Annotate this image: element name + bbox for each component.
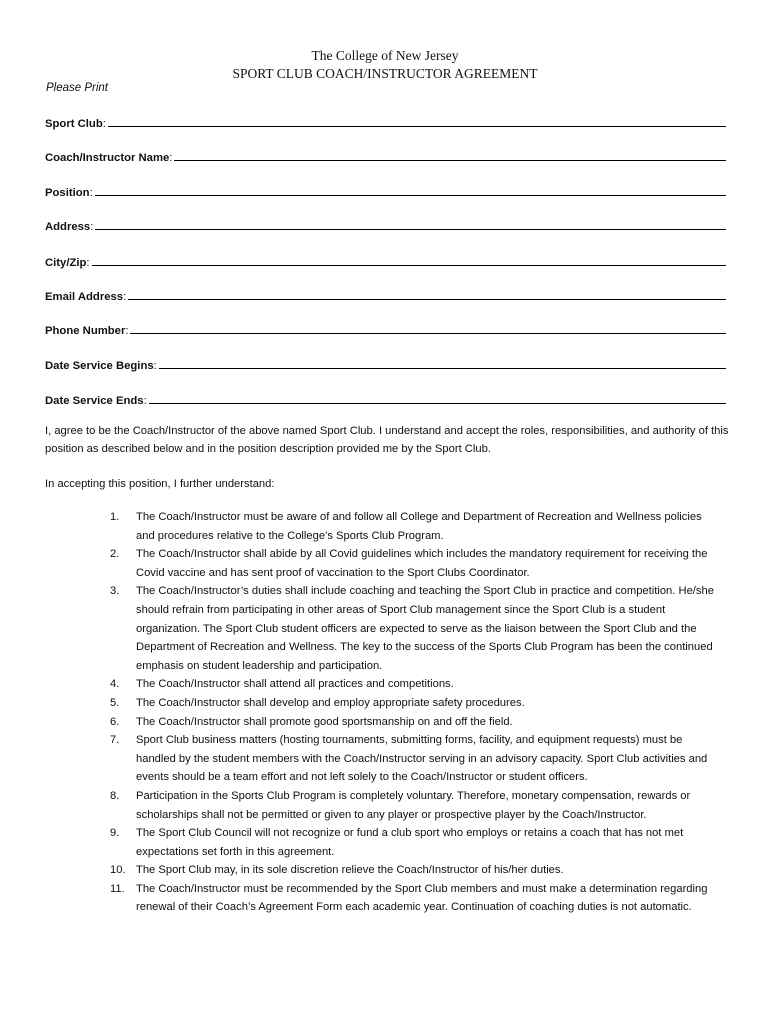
form-title: SPORT CLUB COACH/INSTRUCTOR AGREEMENT (232, 66, 538, 81)
conditions-intro: In accepting this position, I further understand: (45, 478, 275, 490)
date-service-ends-input-line[interactable] (149, 403, 726, 404)
item-text: The Coach/Instructor’s duties shall include coaching and teaching the Sport Club in practice and competition. He/she should refrain from participating in other areas of Sport Club management since the Sport Club is a student organization. The Sport Club student officers are expected to serve as the liaison between the Sport Club and the Department of Recreation and Wellness. The key to the success of the Sports Club Program has been the continued emphasis on student leadership and participation. (136, 585, 714, 672)
item-number: 5. (110, 696, 120, 709)
item-number: 2. (110, 548, 120, 561)
item-number: 8. (110, 789, 120, 802)
item-text: The Coach/Instructor shall promote good sportsmanship on and off the field. (136, 715, 513, 728)
field-label: City/Zip (45, 257, 87, 269)
field-label: Position (45, 187, 90, 199)
item-number: 7. (110, 734, 120, 747)
item-number: 6. (110, 715, 120, 728)
position-field[interactable]: Position : (45, 181, 726, 199)
item-number: 10. (110, 864, 126, 877)
item-text: The Coach/Instructor shall attend all practices and competitions. (136, 678, 454, 691)
email-address-field[interactable]: Email Address : (45, 285, 726, 303)
date-service-begins-field[interactable]: Date Service Begins : (45, 354, 726, 372)
sport-club-input-line[interactable] (108, 126, 726, 127)
conditions-list (0, 508, 770, 917)
field-label: Sport Club (45, 118, 103, 130)
field-label: Date Service Begins (45, 360, 154, 372)
item-text: The Coach/Instructor must be aware of and follow all College and Department of Recreation and Wellness policies and procedures relative to the College’s Sports Club Program. (136, 511, 702, 542)
list-item (0, 694, 720, 713)
email-address-input-line[interactable] (128, 299, 726, 300)
please-print-instruction: Please Print (46, 82, 109, 94)
city-zip-field[interactable]: City/Zip : (45, 251, 726, 269)
date-service-begins-input-line[interactable] (159, 368, 726, 369)
coach-name-input-line[interactable] (174, 160, 726, 161)
phone-number-input-line[interactable] (130, 333, 726, 334)
item-number: 4. (110, 678, 120, 691)
list-item (0, 713, 720, 732)
list-item (0, 545, 720, 582)
field-label: Phone Number (45, 325, 126, 337)
date-service-ends-field[interactable]: Date Service Ends : (45, 389, 726, 407)
list-item (0, 508, 720, 545)
list-item (0, 787, 720, 824)
item-text: The Coach/Instructor shall develop and employ appropriate safety procedures. (136, 696, 525, 709)
position-input-line[interactable] (95, 195, 726, 196)
address-field[interactable]: Address : (45, 215, 726, 233)
phone-number-field[interactable]: Phone Number : (45, 319, 726, 337)
field-label: Address (45, 221, 91, 233)
item-number: 11. (110, 882, 125, 895)
list-item (0, 675, 720, 694)
item-text: The Sport Club may, in its sole discretion relieve the Coach/Instructor of his/her duties. (136, 864, 564, 877)
item-text: The Coach/Instructor shall abide by all Covid guidelines which includes the mandatory requirement for receiving the Covid vaccine and has sent proof of vaccination to the Sport Clubs Coordinator. (136, 548, 708, 579)
list-item (0, 861, 720, 880)
list-item (0, 731, 720, 787)
list-item (0, 880, 720, 917)
field-label: Email Address (45, 291, 124, 303)
item-text: Sport Club business matters (hosting tournaments, submitting forms, facility, and equipment requests) must be handled by the student members with the Coach/Instructor serving in an advisory capacity. Sport Club activities and events should be a team effort and not left solely to the Coach/Instructor or student officers. (136, 734, 708, 784)
field-label: Date Service Ends (45, 395, 144, 407)
item-text: The Coach/Instructor must be recommended by the Sport Club members and must make a determination regarding renewal of their Coach’s Agreement Form each academic year. Continuation of coaching duties is not automatic. (136, 882, 708, 914)
sport-club-field[interactable]: Sport Club : (45, 112, 726, 130)
list-item (0, 582, 720, 675)
item-number: 1. (110, 511, 120, 523)
institution-name: The College of New Jersey (311, 48, 459, 63)
item-number: 9. (110, 827, 120, 840)
item-text: The Sport Club Council will not recognize or fund a club sport who employs or retains a coach that has not met expectations set forth in this agreement. (136, 827, 684, 858)
list-item (0, 824, 720, 861)
city-zip-input-line[interactable] (92, 265, 726, 266)
field-label: Coach/Instructor Name (45, 152, 170, 164)
agreement-statement: I, agree to be the Coach/Instructor of the above named Sport Club. I understand and accept the roles, responsibilities, and authority of this position as described below and in the position description provided me by the Sport Club. (45, 425, 729, 455)
item-text: Participation in the Sports Club Program is completely voluntary. Therefore, monetary compensation, rewards or scholarships shall not be permitted or given to any player or prospective player by the Coach/Instructor. (136, 789, 691, 821)
coach-name-field[interactable]: Coach/Instructor Name : (45, 146, 726, 164)
item-number: 3. (110, 585, 120, 598)
address-input-line[interactable] (95, 229, 726, 230)
